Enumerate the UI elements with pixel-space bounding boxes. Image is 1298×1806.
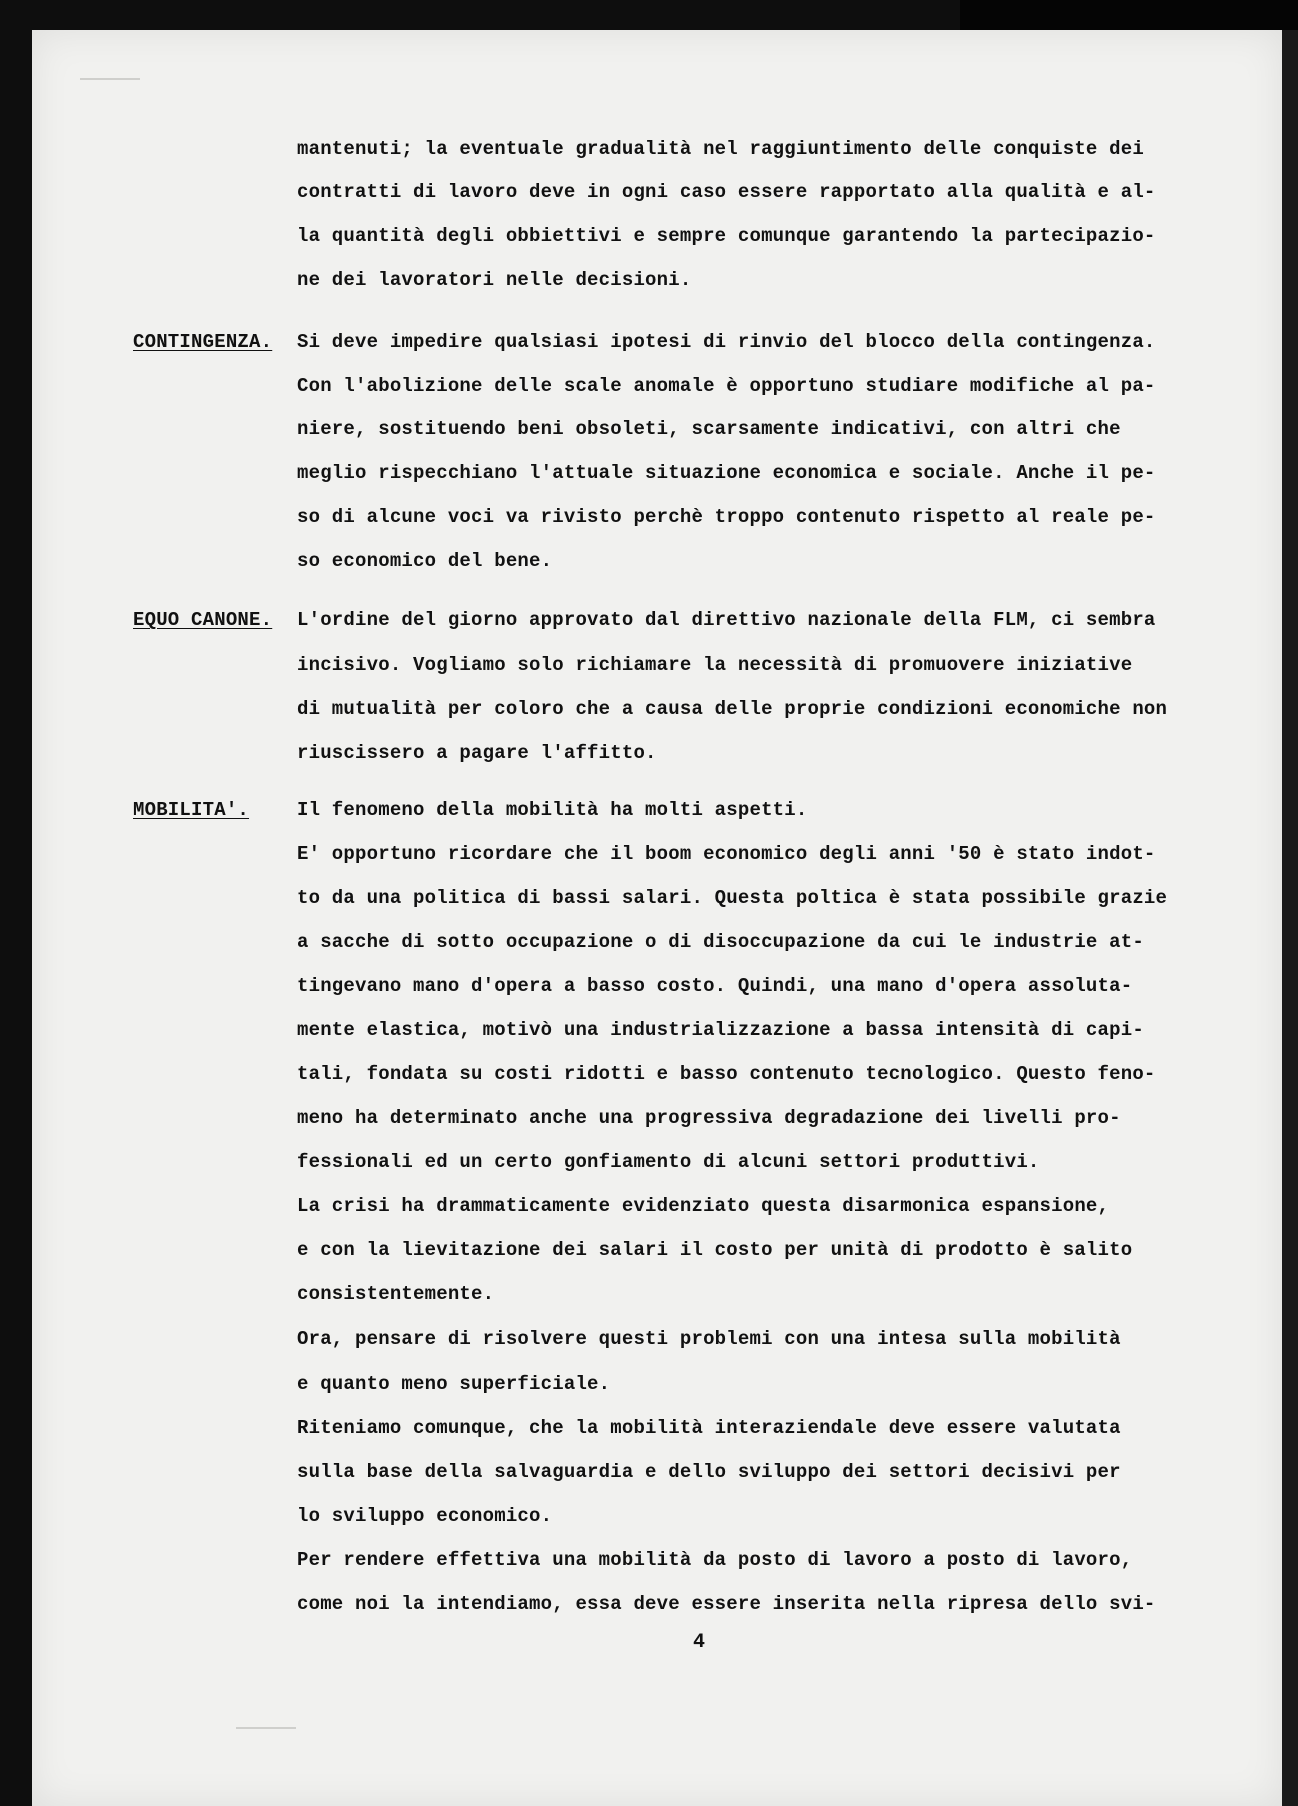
section-heading-mobilita: MOBILITA'. xyxy=(133,799,250,821)
intro-line: la quantità degli obbiettivi e sempre comunque garantendo la partecipazio- xyxy=(297,225,1156,247)
section-line: tali, fondata su costi ridotti e basso contenuto tecnologico. Questo feno- xyxy=(297,1063,1156,1085)
section-line: E' opportuno ricordare che il boom economico degli anni '50 è stato indot- xyxy=(297,843,1156,865)
section-line: come noi la intendiamo, essa deve essere inserita nella ripresa dello svi- xyxy=(297,1593,1156,1615)
intro-line: ne dei lavoratori nelle decisioni. xyxy=(297,269,692,291)
section-line: riuscissero a pagare l'affitto. xyxy=(297,742,657,764)
section-line: sulla base della salvaguardia e dello sviluppo dei settori decisivi per xyxy=(297,1461,1121,1483)
section-line: meglio rispecchiano l'attuale situazione economica e sociale. Anche il pe- xyxy=(297,462,1156,484)
section-line: Ora, pensare di risolvere questi problemi con una intesa sulla mobilità xyxy=(297,1328,1121,1350)
section-line: di mutualità per coloro che a causa delle proprie condizioni economiche non xyxy=(297,698,1168,720)
section-heading-equo-canone: EQUO CANONE. xyxy=(133,609,273,631)
section-line: consistentemente. xyxy=(297,1283,495,1305)
section-line: so economico del bene. xyxy=(297,550,553,572)
page-number: 4 xyxy=(693,1631,706,1654)
section-line: meno ha determinato anche una progressiva degradazione dei livelli pro- xyxy=(297,1107,1121,1129)
section-line: Si deve impedire qualsiasi ipotesi di rinvio del blocco della contingenza. xyxy=(297,331,1156,353)
section-line: niere, sostituendo beni obsoleti, scarsamente indicativi, con altri che xyxy=(297,418,1121,440)
section-line: incisivo. Vogliamo solo richiamare la necessità di promuovere iniziative xyxy=(297,654,1133,676)
section-line: Il fenomeno della mobilità ha molti aspetti. xyxy=(297,799,808,821)
section-line: so di alcune voci va rivisto perchè troppo contenuto rispetto al reale pe- xyxy=(297,506,1156,528)
scan-mark xyxy=(236,1727,296,1729)
section-line: lo sviluppo economico. xyxy=(297,1505,553,1527)
section-line: Riteniamo comunque, che la mobilità interaziendale deve essere valutata xyxy=(297,1417,1121,1439)
section-line: mente elastica, motivò una industrializzazione a bassa intensità di capi- xyxy=(297,1019,1144,1041)
section-line: e con la lievitazione dei salari il costo per unità di prodotto è salito xyxy=(297,1239,1133,1261)
section-line: La crisi ha drammaticamente evidenziato questa disarmonica espansione, xyxy=(297,1195,1110,1217)
scan-mark xyxy=(80,78,140,80)
section-line: a sacche di sotto occupazione o di disoccupazione da cui le industrie at- xyxy=(297,931,1144,953)
section-line: to da una politica di bassi salari. Questa poltica è stata possibile grazie xyxy=(297,887,1168,909)
intro-line: contratti di lavoro deve in ogni caso essere rapportato alla qualità e al- xyxy=(297,181,1156,203)
section-line: L'ordine del giorno approvato dal direttivo nazionale della FLM, ci sembra xyxy=(297,609,1156,631)
section-line: fessionali ed un certo gonfiamento di alcuni settori produttivi. xyxy=(297,1151,1040,1173)
section-heading-contingenza: CONTINGENZA. xyxy=(133,331,273,353)
intro-line: mantenuti; la eventuale gradualità nel raggiuntimento delle conquiste dei xyxy=(297,138,1144,160)
section-line: e quanto meno superficiale. xyxy=(297,1373,611,1395)
section-line: Per rendere effettiva una mobilità da posto di lavoro a posto di lavoro, xyxy=(297,1549,1133,1571)
section-line: Con l'abolizione delle scale anomale è opportuno studiare modifiche al pa- xyxy=(297,375,1156,397)
section-line: tingevano mano d'opera a basso costo. Quindi, una mano d'opera assoluta- xyxy=(297,975,1133,997)
